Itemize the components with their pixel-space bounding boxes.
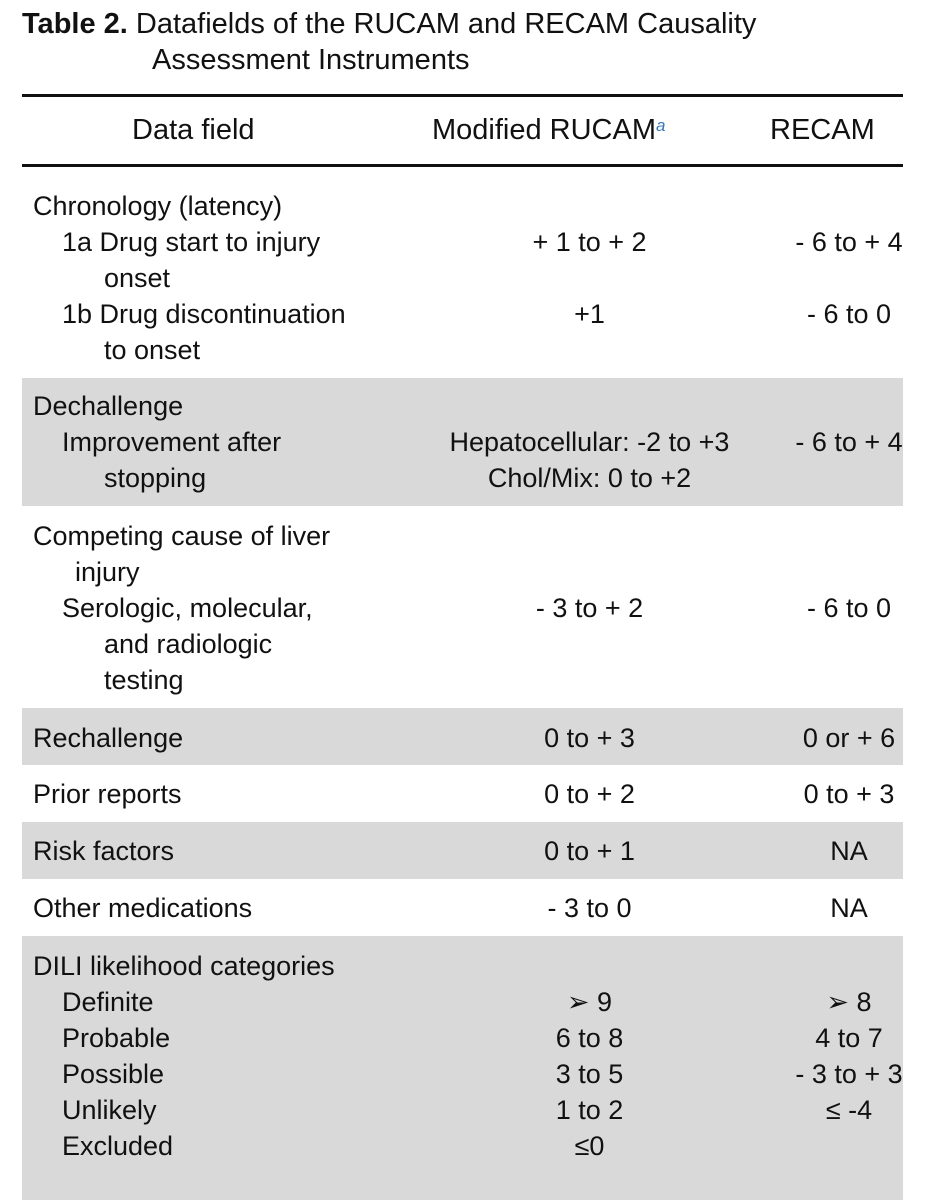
- caption-label: Table 2.: [22, 8, 128, 40]
- table-row-dili-categories: [22, 936, 903, 1200]
- header-modified-rucam-label: Modified RUCAM: [432, 114, 656, 146]
- table-row-rechallenge: [22, 708, 903, 765]
- rucam-value-1b: +1: [574, 299, 605, 329]
- rucam-value-cholmix: Chol/Mix: 0 to +2: [487, 463, 692, 493]
- row-title: Competing cause of liver: [33, 521, 331, 551]
- recam-value: - 6 to + 4: [795, 427, 903, 457]
- recam-value: 0 to + 3: [803, 779, 895, 809]
- recam-value: 0 or + 6: [802, 723, 896, 753]
- table-header-rule: [22, 164, 903, 167]
- rucam-value: - 3 to 0: [547, 893, 632, 923]
- row-label: Improvement after: [62, 427, 282, 457]
- row-label-1b-cont: to onset: [104, 335, 201, 365]
- rucam-value-hepatocellular: Hepatocellular: -2 to +3: [449, 427, 730, 457]
- recam-value-1a: - 6 to + 4: [795, 227, 903, 257]
- table-row-competing-cause: [22, 506, 903, 708]
- row-title: Other medications: [33, 893, 253, 923]
- table-row-other-medications: [22, 879, 903, 936]
- recam-value: - 6 to 0: [806, 593, 892, 623]
- caption-text-line2: Assessment Instruments: [152, 44, 470, 76]
- rucam-value: 0 to + 3: [544, 723, 635, 753]
- rucam-value: 0 to + 2: [544, 779, 635, 809]
- category-probable-label: Probable: [62, 1023, 171, 1053]
- category-excluded-rucam: ≤0: [574, 1131, 605, 1161]
- row-label-1b: 1b Drug discontinuation: [62, 299, 346, 329]
- row-label-cont: and radiologic: [104, 629, 273, 659]
- rucam-value-1a: + 1 to + 2: [532, 227, 647, 257]
- table-caption: [22, 6, 902, 76]
- header-modified-rucam: [432, 112, 665, 148]
- row-label-cont: stopping: [104, 463, 207, 493]
- row-label-1a-cont: onset: [104, 263, 171, 293]
- category-possible-recam: - 3 to + 3: [795, 1059, 903, 1089]
- row-label-1a: 1a Drug start to injury: [62, 227, 321, 257]
- category-unlikely-label: Unlikely: [62, 1095, 157, 1125]
- category-possible-label: Possible: [62, 1059, 165, 1089]
- category-definite-label: Definite: [62, 987, 154, 1017]
- row-title: Dechallenge: [33, 391, 184, 421]
- recam-value: NA: [830, 893, 868, 923]
- rucam-value: 0 to + 1: [544, 836, 635, 866]
- row-title: Chronology (latency): [33, 191, 283, 221]
- table-row-dechallenge: [22, 378, 903, 506]
- table-row-chronology: [22, 178, 903, 378]
- category-possible-rucam: 3 to 5: [555, 1059, 624, 1089]
- row-title: Rechallenge: [33, 723, 184, 753]
- row-title: Risk factors: [33, 836, 175, 866]
- row-title: Prior reports: [33, 779, 182, 809]
- category-probable-rucam: 6 to 8: [555, 1023, 624, 1053]
- row-label-cont2: testing: [104, 665, 184, 695]
- category-unlikely-recam: ≤ -4: [825, 1095, 873, 1125]
- row-label: Serologic, molecular,: [62, 593, 313, 623]
- rucam-value: - 3 to + 2: [535, 593, 644, 623]
- header-recam: RECAM: [770, 114, 875, 146]
- category-probable-recam: 4 to 7: [815, 1023, 883, 1053]
- category-excluded-label: Excluded: [62, 1131, 174, 1161]
- category-unlikely-rucam: 1 to 2: [555, 1095, 624, 1125]
- table-row-risk-factors: [22, 822, 903, 879]
- row-title-cont: injury: [75, 557, 140, 587]
- table-row-prior-reports: [22, 765, 903, 822]
- header-data-field: Data field: [132, 114, 255, 146]
- recam-value-1b: - 6 to 0: [806, 299, 892, 329]
- recam-value: NA: [830, 836, 868, 866]
- row-title: DILI likelihood categories: [33, 951, 335, 981]
- header-footnote-marker: a: [656, 116, 666, 135]
- category-definite-rucam: ➢ 9: [566, 987, 613, 1017]
- table-top-rule: [22, 94, 903, 97]
- caption-text-line1: Datafields of the RUCAM and RECAM Causality: [135, 8, 757, 40]
- category-definite-recam: ➢ 8: [826, 987, 872, 1017]
